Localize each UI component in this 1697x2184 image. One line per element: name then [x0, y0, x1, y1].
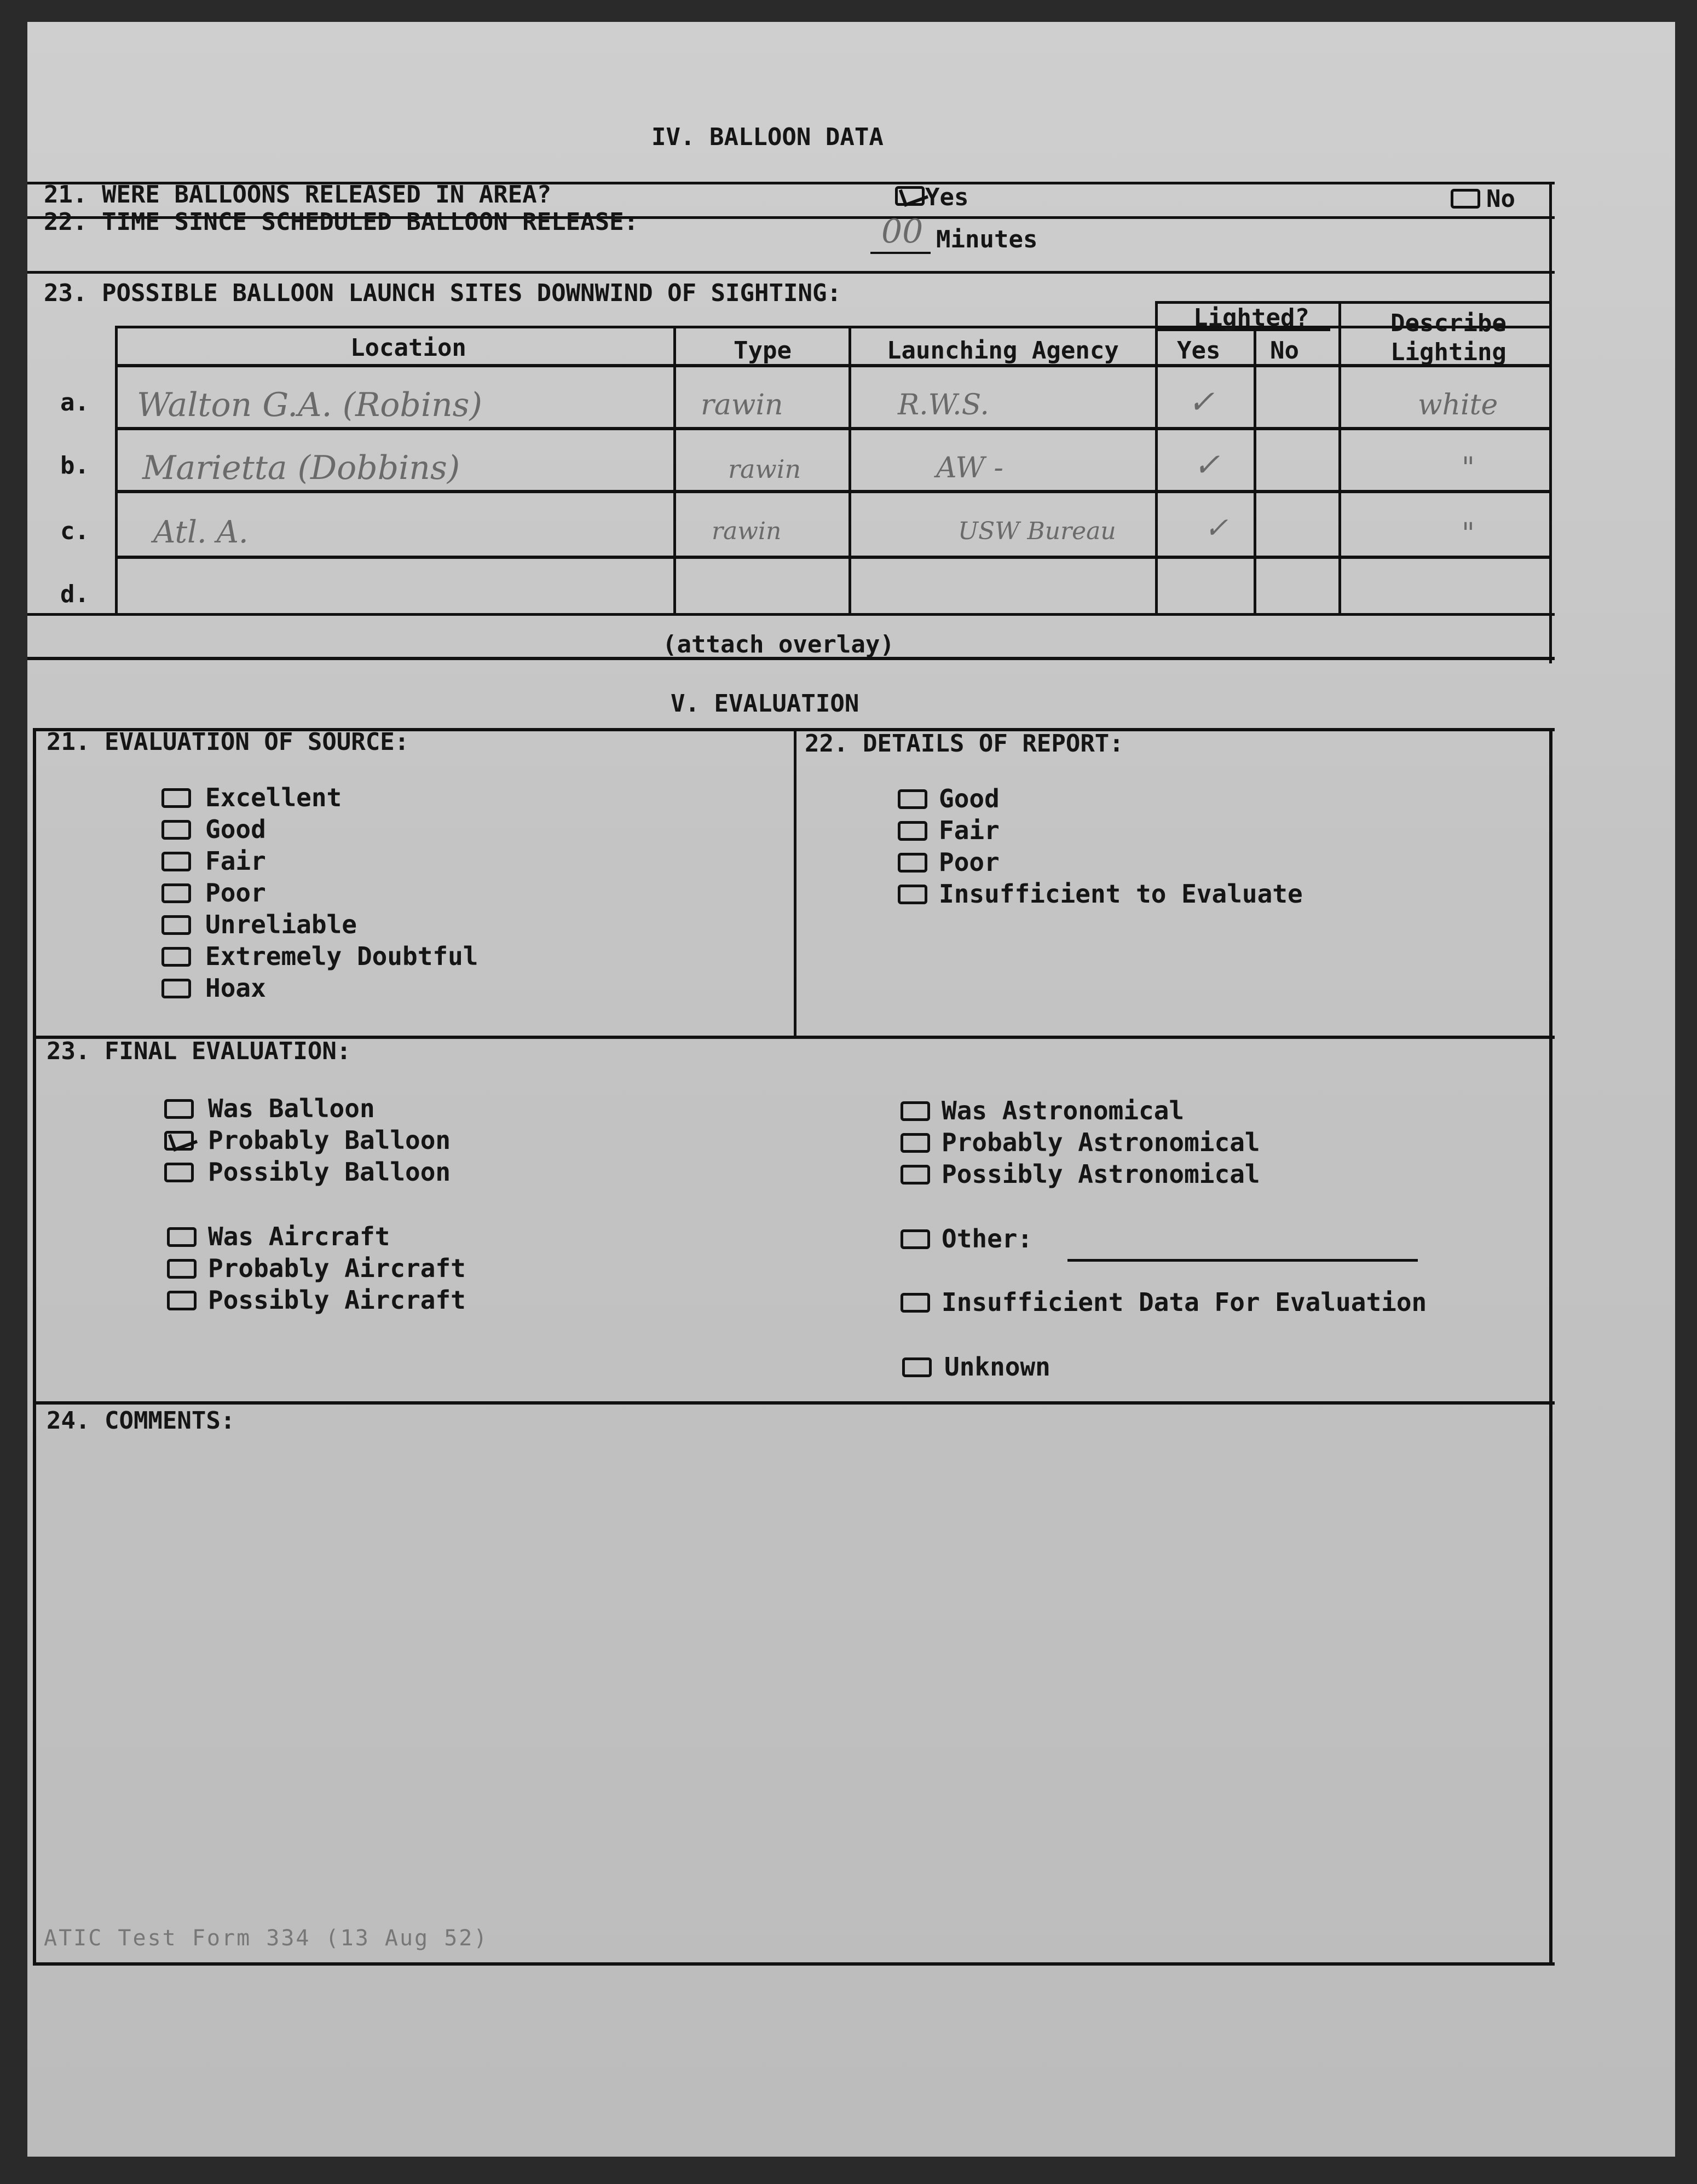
details-heading: 22. DETAILS OF REPORT:	[805, 730, 1124, 758]
row-agency: R.W.S.	[898, 389, 989, 421]
fair-checkbox[interactable]	[161, 852, 191, 871]
row-type: rawin	[712, 517, 782, 545]
details-option: Insufficient to Evaluate	[939, 879, 1303, 909]
final-option: Was Aircraft	[208, 1222, 390, 1251]
probably-aircraft-checkbox[interactable]	[167, 1259, 197, 1279]
rule	[115, 556, 1552, 559]
unknown-label: Unknown	[944, 1352, 1050, 1382]
row-location: Marietta (Dobbins)	[142, 449, 460, 487]
final-option: Was Balloon	[208, 1094, 375, 1123]
other-line[interactable]	[1067, 1259, 1418, 1262]
row-location: Atl. A.	[153, 515, 249, 550]
rule	[870, 252, 931, 254]
col-type: Type	[734, 337, 792, 365]
possibly-astronomical-checkbox[interactable]	[901, 1165, 930, 1185]
unknown-checkbox[interactable]	[902, 1357, 932, 1377]
rule	[794, 728, 796, 1037]
rule	[1155, 301, 1158, 616]
q22-label: 22. TIME SINCE SCHEDULED BALLOON RELEASE:	[44, 208, 639, 236]
row-lighting: "	[1462, 517, 1475, 550]
excellent-checkbox[interactable]	[161, 788, 191, 808]
yes-checkbox[interactable]	[895, 186, 925, 206]
was-aircraft-checkbox[interactable]	[167, 1227, 197, 1247]
rule	[1254, 328, 1256, 616]
rule	[33, 728, 36, 1965]
was-astronomical-checkbox[interactable]	[901, 1101, 930, 1121]
insufficient-label: Insufficient Data For Evaluation	[942, 1287, 1427, 1317]
rule	[115, 490, 1552, 493]
final-option: Was Astronomical	[942, 1096, 1185, 1125]
probably-astronomical-checkbox[interactable]	[901, 1133, 930, 1153]
no-checkbox[interactable]	[1451, 189, 1480, 209]
rule	[115, 326, 118, 616]
poor-checkbox[interactable]	[161, 883, 191, 903]
other-checkbox[interactable]	[901, 1229, 930, 1249]
source-option: Unreliable	[205, 910, 357, 939]
rule	[115, 326, 1552, 328]
row-yes: ✓	[1188, 383, 1215, 420]
source-option: Excellent	[205, 783, 342, 812]
row-label: b.	[60, 452, 89, 479]
form-page	[27, 22, 1675, 2157]
rule	[673, 326, 676, 616]
final-option: Possibly Aircraft	[208, 1285, 466, 1315]
final-option: Possibly Balloon	[208, 1157, 451, 1187]
rule	[27, 613, 1555, 616]
rule	[115, 427, 1552, 430]
details-poor-checkbox[interactable]	[898, 853, 927, 873]
comments-area[interactable]	[49, 1445, 1538, 1949]
col-describe: Describe	[1390, 309, 1506, 337]
final-heading: 23. FINAL EVALUATION:	[47, 1037, 351, 1065]
row-label: d.	[60, 580, 89, 608]
source-option: Extremely Doubtful	[205, 941, 478, 971]
source-option: Fair	[205, 846, 266, 876]
q23-label: 23. POSSIBLE BALLOON LAUNCH SITES DOWNWIND OF SIGHTING:	[44, 279, 841, 307]
insufficient-data-checkbox[interactable]	[901, 1293, 930, 1313]
rule	[1338, 301, 1341, 616]
col-yes: Yes	[1177, 337, 1221, 365]
col-no: No	[1270, 337, 1299, 365]
comments-heading: 24. COMMENTS:	[47, 1407, 235, 1435]
source-heading: 21. EVALUATION OF SOURCE:	[47, 728, 409, 756]
hoax-checkbox[interactable]	[161, 979, 191, 998]
row-yes: ✓	[1204, 512, 1228, 545]
unreliable-checkbox[interactable]	[161, 915, 191, 935]
final-option: Probably Balloon	[208, 1125, 451, 1155]
details-option: Poor	[939, 847, 1000, 877]
final-option: Probably Aircraft	[208, 1253, 466, 1283]
col-lighting: Lighting	[1390, 338, 1506, 366]
row-type: rawin	[728, 454, 801, 484]
attach-overlay: (attach overlay)	[662, 631, 894, 658]
rule	[1549, 728, 1552, 1965]
section-iv-title: IV. BALLOON DATA	[651, 123, 884, 151]
rule	[33, 1962, 1555, 1966]
q22-value: 00	[881, 212, 923, 251]
row-lighting: "	[1462, 452, 1475, 484]
source-option: Hoax	[205, 973, 266, 1003]
row-label: c.	[60, 517, 89, 545]
yes-label: Yes	[925, 183, 969, 211]
details-insufficient-checkbox[interactable]	[898, 885, 927, 904]
final-option: Possibly Astronomical	[942, 1159, 1260, 1189]
source-option: Good	[205, 814, 266, 844]
form-footer: ATIC Test Form 334 (13 Aug 52)	[44, 1926, 489, 1951]
section-v-title: V. EVALUATION	[671, 690, 859, 718]
col-agency: Launching Agency	[887, 337, 1119, 365]
q22-unit: Minutes	[936, 226, 1038, 253]
row-agency: AW -	[936, 452, 1003, 484]
rule	[1549, 182, 1552, 663]
rule	[27, 271, 1555, 274]
col-location: Location	[350, 334, 466, 362]
rule	[115, 364, 1552, 367]
details-option: Good	[939, 784, 1000, 813]
row-type: rawin	[701, 389, 783, 421]
row-yes: ✓	[1193, 446, 1220, 483]
final-option: Probably Astronomical	[942, 1128, 1260, 1157]
possibly-aircraft-checkbox[interactable]	[167, 1291, 197, 1310]
row-location: Walton G.A. (Robins)	[137, 386, 482, 424]
probably-balloon-checkbox[interactable]	[164, 1131, 194, 1151]
extremely-doubtful-checkbox[interactable]	[161, 947, 191, 967]
details-fair-checkbox[interactable]	[898, 821, 927, 841]
rule	[848, 326, 851, 616]
no-label: No	[1486, 185, 1515, 213]
rule	[33, 1401, 1555, 1405]
row-label: a.	[60, 389, 89, 417]
col-lighted: Lighted?	[1193, 304, 1309, 332]
q21-label: 21. WERE BALLOONS RELEASED IN AREA?	[44, 181, 552, 209]
details-option: Fair	[939, 816, 1000, 845]
row-agency: USW Bureau	[958, 517, 1116, 545]
possibly-balloon-checkbox[interactable]	[164, 1163, 194, 1182]
row-lighting: white	[1418, 389, 1498, 421]
was-balloon-checkbox[interactable]	[164, 1099, 194, 1119]
good-checkbox[interactable]	[161, 820, 191, 840]
details-good-checkbox[interactable]	[898, 789, 927, 809]
other-label: Other:	[942, 1224, 1033, 1253]
source-option: Poor	[205, 878, 266, 908]
